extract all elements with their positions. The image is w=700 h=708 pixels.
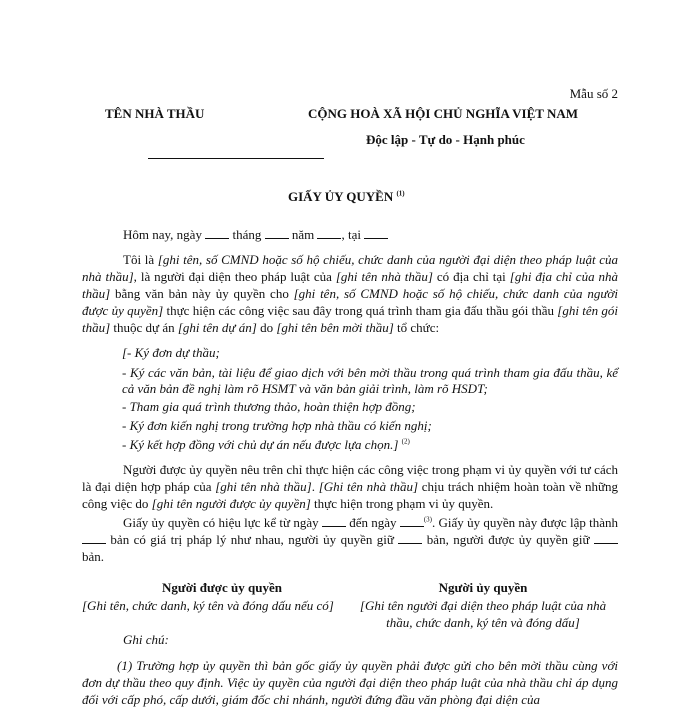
para2-text: chịu trách nhiệm hoàn toàn về những công việc do — [82, 479, 618, 511]
date-line — [123, 227, 388, 243]
contractor-heading: TÊN NHÀ THẦU — [105, 106, 205, 121]
task-item: [- Ký đơn dự thầu; — [122, 345, 220, 360]
month-label: tháng — [232, 227, 262, 242]
para1-text: có địa chỉ tại — [432, 269, 510, 284]
para2-placeholder-contractor: [ghi tên nhà thầu] — [215, 479, 312, 494]
signature-right-note: [Ghi tên người đại diện theo pháp luật của nhà thầu, chức danh, ký tên và đóng dấu] — [359, 598, 607, 630]
note-1: (1) Trường hợp ủy quyền thì bản gốc giấy ủy quyền phải được gửi cho bên mời thầu cùng với đơn dự thầu theo quy định. Việc ủy quyền của người đại diện theo pháp luật của nhà thầu chỉ áp dụng đối với cấp phó, cấp dưới, giám đốc chi nhánh, người đứng đầu văn phòng đại diện của — [82, 658, 618, 707]
para1-placeholder-address: [ghi địa chỉ của nhà thầu] — [82, 269, 619, 301]
para2-placeholder-authorized-person: [ghi tên người được ủy quyền] — [151, 496, 311, 511]
para1-text: tổ chức: — [393, 320, 440, 335]
validity-paragraph — [82, 514, 618, 565]
national-title: CỘNG HOÀ XÃ HỘI CHỦ NGHĨA VIỆT NAM — [308, 106, 579, 121]
para2-text: thực hiện trong phạm vi ủy quyền. — [310, 496, 494, 511]
document-title-note: (1) — [396, 189, 405, 198]
para1-placeholder-contractor: [ghi tên nhà thầu] — [335, 269, 433, 284]
para2-placeholder-contractor-cap: [Ghi tên nhà thầu] — [318, 479, 419, 494]
place-label: , tại — [341, 227, 361, 242]
signature-left-title: Người được ủy quyền — [162, 580, 282, 595]
para1-text: bằng văn bản này ủy quyền cho — [110, 286, 294, 301]
para3-text: bản có giá trị pháp lý như nhau, người ủy quyền giữ — [110, 532, 394, 547]
para1-placeholder-representative: [ghi tên, số CMND hoặc số hộ chiếu, chức danh của người đại diện theo pháp luật của nhà thầu] — [82, 252, 619, 284]
notes-heading: Ghi chú: — [123, 632, 169, 647]
para1-placeholder-package: [ghi tên gói thầu] — [82, 303, 618, 335]
para1-text: do — [256, 320, 277, 335]
authorization-paragraph — [82, 251, 618, 336]
task-item-last — [122, 437, 618, 453]
contractor-name-line — [148, 158, 324, 159]
scope-paragraph — [82, 461, 618, 512]
end-date-blank — [400, 515, 424, 527]
signature-left-note: [Ghi tên, chức danh, ký tên và đóng dấu nếu có] — [82, 598, 334, 613]
para3-text: đến ngày — [349, 515, 397, 530]
para1-text: thực hiện các công việc sau đây trong quá trình tham gia đấu thầu gói thầu — [163, 303, 558, 318]
task-item: - Ký các văn bản, tài liệu để giao dịch với bên mời thầu trong quá trình tham gia đấu thầu, kể cả văn bản đề nghị làm rõ HSMT và văn bản giải trình, làm rõ HSDT; — [122, 365, 618, 396]
para2-text: . — [311, 479, 319, 494]
para1-placeholder-inviter: [ghi tên bên mời thầu] — [276, 320, 394, 335]
para1-text: , là người đại diện theo pháp luật của — [133, 269, 336, 284]
para2-text: Người được ủy quyền nêu trên chỉ thực hiện các công việc trong phạm vi ủy quyền với tư cách là đại diện hợp pháp của — [82, 462, 618, 494]
year-label: năm — [291, 227, 315, 242]
date-label: Hôm nay, ngày — [123, 227, 202, 242]
para3-text: . Giấy ủy quyền này được lập thành — [432, 515, 619, 530]
day-blank — [205, 227, 229, 239]
para1-placeholder-authorized-person: [ghi tên, số CMND hoặc số hộ chiếu, chức danh của người được ủy quyền] — [82, 286, 618, 318]
copies-blank — [82, 532, 106, 544]
document-title-text: GIẤY ỦY QUYỀN — [288, 189, 394, 204]
place-blank — [364, 227, 388, 239]
para3-text: bản, người được ủy quyền giữ — [426, 532, 590, 547]
task-item: - Tham gia quá trình thương thảo, hoàn thiện hợp đồng; — [122, 399, 416, 414]
task-item: - Ký đơn kiến nghị trong trường hợp nhà thầu có kiến nghị; — [122, 418, 432, 433]
document-title — [288, 189, 405, 205]
grantee-copies-blank — [594, 532, 618, 544]
start-date-blank — [322, 515, 346, 527]
task-item-text: - Ký kết hợp đồng với chủ dự án nếu được lựa chọn.] — [122, 437, 399, 452]
tasks-note: (2) — [401, 437, 410, 446]
para3-text: Giấy ủy quyền có hiệu lực kể từ ngày — [123, 515, 319, 530]
month-blank — [265, 227, 289, 239]
para1-placeholder-project: [ghi tên dự án] — [177, 320, 257, 335]
signature-right-title: Người ủy quyền — [438, 580, 528, 595]
form-label: Mẫu số 2 — [569, 86, 618, 101]
grantor-copies-blank — [398, 532, 422, 544]
validity-note: (3) — [423, 515, 432, 524]
motto: Độc lập - Tự do - Hạnh phúc — [366, 132, 525, 147]
para1-text: Tôi là — [123, 252, 158, 267]
para1-text: thuộc dự án — [110, 320, 178, 335]
year-blank — [317, 227, 341, 239]
para3-text: bản. — [82, 549, 105, 564]
